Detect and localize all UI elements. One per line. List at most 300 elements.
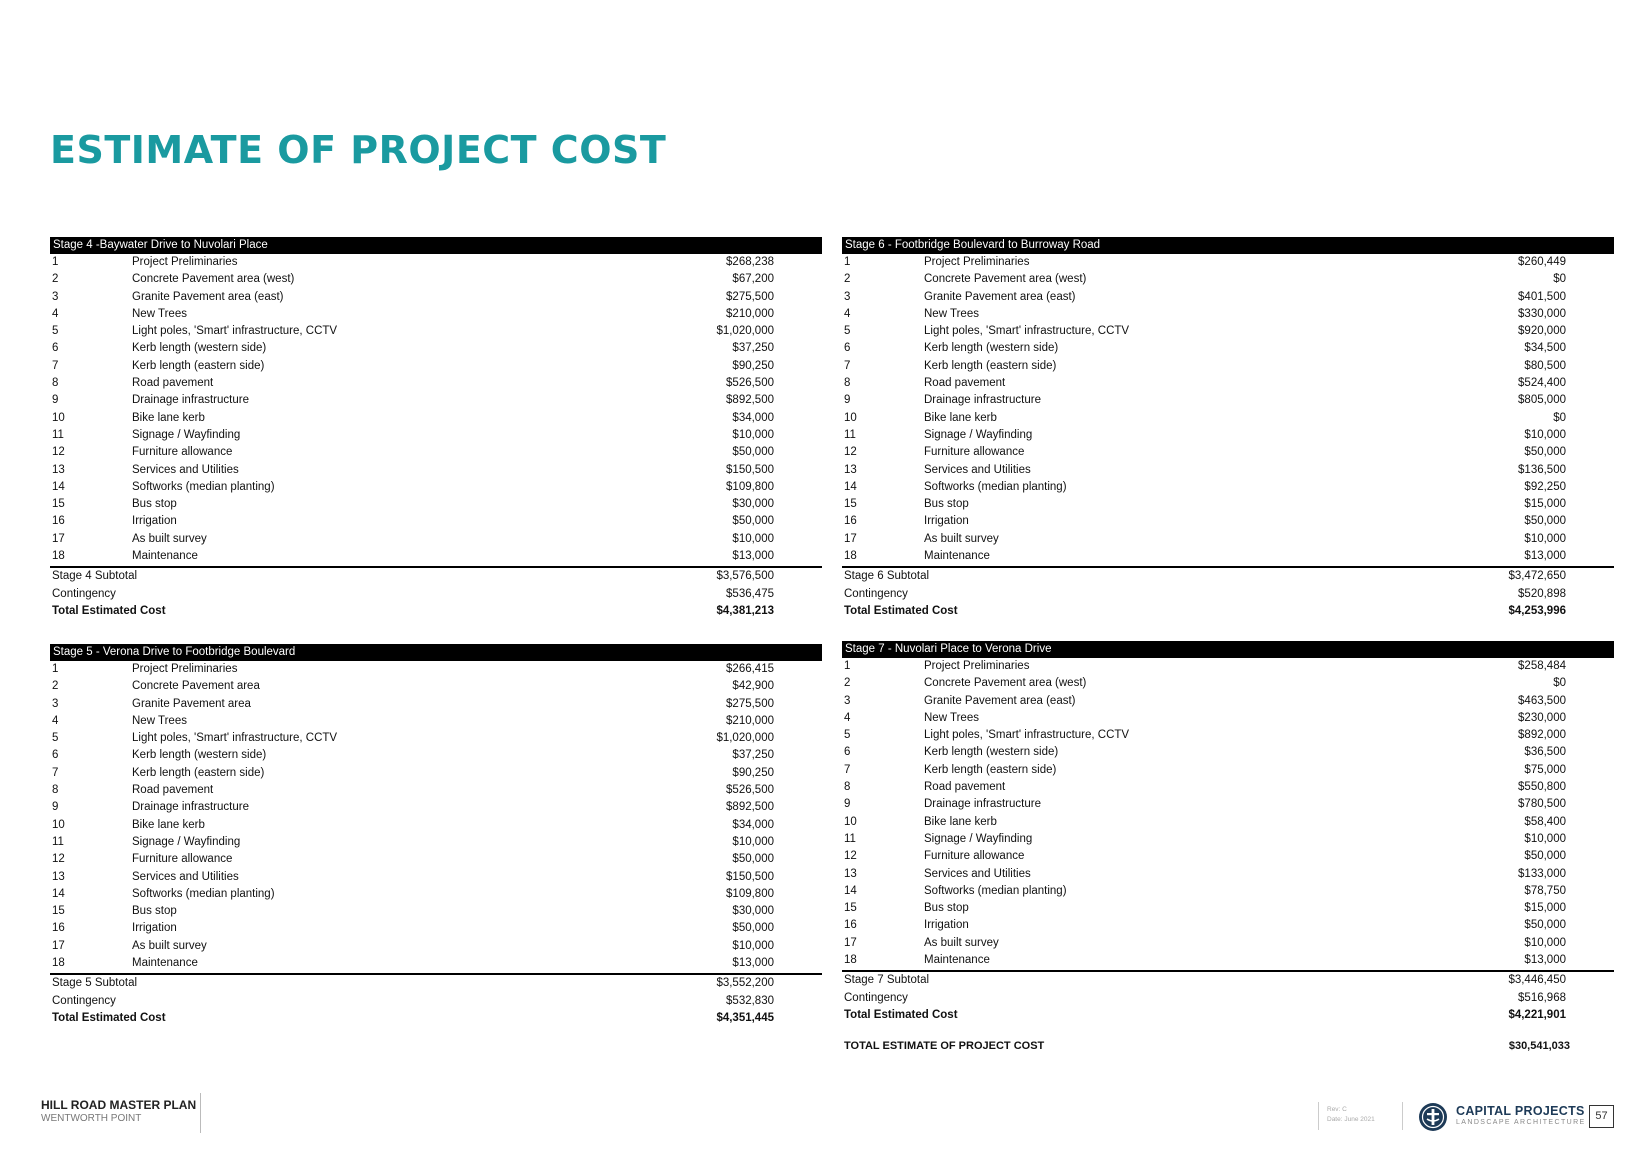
table-row bbox=[842, 779, 1614, 796]
table-row bbox=[842, 271, 1614, 288]
row-number: 6 bbox=[52, 342, 59, 355]
subtotal-row bbox=[50, 975, 822, 993]
row-item: Concrete Pavement area (west) bbox=[924, 273, 1087, 286]
contingency-cost: $536,475 bbox=[726, 587, 774, 600]
row-number: 4 bbox=[52, 714, 59, 727]
row-item: Kerb length (eastern side) bbox=[924, 359, 1057, 372]
row-cost: $15,000 bbox=[1524, 498, 1566, 511]
row-number: 9 bbox=[52, 801, 59, 814]
table-row bbox=[50, 548, 822, 565]
row-number: 14 bbox=[52, 480, 65, 493]
row-item: Softworks (median planting) bbox=[132, 480, 275, 493]
row-number: 18 bbox=[52, 550, 65, 563]
row-cost: $150,500 bbox=[726, 463, 774, 476]
table-row bbox=[50, 306, 822, 323]
stage-header: Stage 7 - Nuvolari Place to Verona Drive bbox=[842, 641, 1614, 658]
row-number: 9 bbox=[844, 798, 851, 811]
row-number: 17 bbox=[844, 936, 857, 949]
row-cost: $42,900 bbox=[732, 680, 774, 693]
row-item: Softworks (median planting) bbox=[924, 884, 1067, 897]
row-number: 10 bbox=[844, 815, 857, 828]
row-number: 18 bbox=[844, 954, 857, 967]
table-row bbox=[50, 271, 822, 288]
row-item: New Trees bbox=[924, 307, 979, 320]
table-row bbox=[842, 952, 1614, 969]
row-item: Bus stop bbox=[132, 498, 177, 511]
row-cost: $260,449 bbox=[1518, 256, 1566, 268]
row-item: Light poles, 'Smart' infrastructure, CCTV bbox=[132, 325, 338, 338]
row-cost: $30,000 bbox=[732, 905, 774, 918]
row-cost: $10,000 bbox=[732, 939, 774, 952]
row-item: Light poles, 'Smart' infrastructure, CCTV bbox=[924, 325, 1130, 338]
table-row bbox=[842, 762, 1614, 779]
row-item: Granite Pavement area (east) bbox=[924, 290, 1076, 303]
page-number: 57 bbox=[1589, 1105, 1614, 1128]
row-cost: $10,000 bbox=[732, 835, 774, 848]
table-row bbox=[50, 323, 822, 340]
row-number: 14 bbox=[844, 884, 857, 897]
table-row bbox=[842, 796, 1614, 813]
row-cost: $133,000 bbox=[1518, 867, 1566, 880]
table-row bbox=[842, 531, 1614, 548]
table-row bbox=[50, 782, 822, 799]
row-number: 2 bbox=[844, 273, 851, 286]
grand-total-row bbox=[844, 1040, 1570, 1058]
contingency-row bbox=[50, 586, 822, 604]
table-row bbox=[842, 358, 1614, 375]
subtotal-cost: $3,446,450 bbox=[1508, 974, 1566, 987]
table-row bbox=[50, 427, 822, 444]
row-number: 1 bbox=[844, 660, 851, 672]
row-cost: $36,500 bbox=[1524, 746, 1566, 759]
row-item: Furniture allowance bbox=[132, 446, 233, 459]
row-number: 7 bbox=[844, 763, 851, 776]
row-item: Bus stop bbox=[132, 905, 177, 918]
row-cost: $268,238 bbox=[726, 256, 774, 268]
row-cost: $34,500 bbox=[1524, 342, 1566, 355]
subtotal-row bbox=[50, 568, 822, 586]
table-row bbox=[50, 254, 822, 271]
total-label: Total Estimated Cost bbox=[52, 605, 166, 618]
row-item: Maintenance bbox=[132, 550, 198, 563]
row-item: Road pavement bbox=[132, 784, 214, 797]
table-row bbox=[842, 254, 1614, 271]
table-row bbox=[50, 817, 822, 834]
brand bbox=[1456, 1104, 1586, 1126]
table-row bbox=[50, 765, 822, 782]
row-number: 4 bbox=[844, 711, 851, 724]
table-row bbox=[842, 866, 1614, 883]
total-cost: $4,221,901 bbox=[1508, 1009, 1566, 1022]
row-cost: $10,000 bbox=[1524, 832, 1566, 845]
row-cost: $67,200 bbox=[732, 273, 774, 286]
table-row bbox=[50, 289, 822, 306]
row-item: Kerb length (western side) bbox=[924, 342, 1059, 355]
row-number: 16 bbox=[844, 919, 857, 932]
row-cost: $526,500 bbox=[726, 784, 774, 797]
row-number: 3 bbox=[52, 697, 59, 710]
table-row bbox=[50, 730, 822, 747]
row-cost: $13,000 bbox=[732, 957, 774, 970]
row-number: 11 bbox=[52, 835, 64, 848]
row-item: Irrigation bbox=[132, 515, 177, 528]
table-row bbox=[842, 427, 1614, 444]
table-row bbox=[842, 883, 1614, 900]
table-row bbox=[50, 851, 822, 868]
row-item: Light poles, 'Smart' infrastructure, CCTV bbox=[132, 732, 338, 745]
table-row bbox=[50, 496, 822, 513]
contingency-cost: $532,830 bbox=[726, 994, 774, 1007]
row-item: Light poles, 'Smart' infrastructure, CCTV bbox=[924, 729, 1130, 742]
row-item: Furniture allowance bbox=[924, 850, 1025, 863]
row-cost: $13,000 bbox=[1524, 550, 1566, 563]
row-number: 13 bbox=[844, 463, 857, 476]
row-item: Kerb length (eastern side) bbox=[132, 766, 265, 779]
row-item: As built survey bbox=[924, 532, 999, 545]
row-number: 9 bbox=[844, 394, 851, 407]
row-number: 16 bbox=[844, 515, 857, 528]
contingency-row bbox=[842, 586, 1614, 604]
footer-divider bbox=[200, 1093, 201, 1133]
table-row bbox=[842, 710, 1614, 727]
row-number: 9 bbox=[52, 394, 59, 407]
row-cost: $37,250 bbox=[732, 749, 774, 762]
row-cost: $90,250 bbox=[732, 359, 774, 372]
row-cost: $892,000 bbox=[1518, 729, 1566, 742]
row-number: 6 bbox=[844, 746, 851, 759]
row-cost: $892,500 bbox=[726, 801, 774, 814]
table-row bbox=[50, 678, 822, 695]
row-number: 7 bbox=[52, 766, 59, 779]
row-item: Concrete Pavement area (west) bbox=[924, 677, 1087, 690]
total-row bbox=[842, 1007, 1614, 1025]
total-label: Total Estimated Cost bbox=[52, 1012, 166, 1025]
row-item: Irrigation bbox=[924, 515, 969, 528]
stage-rows bbox=[50, 661, 822, 972]
stage-4-table bbox=[50, 237, 822, 621]
stage-summary bbox=[842, 972, 1614, 1025]
stage-header: Stage 4 -Baywater Drive to Nuvolari Place bbox=[50, 237, 822, 254]
total-row bbox=[50, 1010, 822, 1028]
subtotal-label: Stage 7 Subtotal bbox=[844, 974, 930, 987]
row-number: 10 bbox=[52, 411, 65, 424]
row-number: 10 bbox=[844, 411, 857, 424]
row-number: 15 bbox=[52, 905, 65, 918]
footer-subtitle: WENTWORTH POINT bbox=[41, 1113, 142, 1124]
footer-divider bbox=[1318, 1102, 1319, 1130]
subtotal-label: Stage 4 Subtotal bbox=[52, 570, 138, 583]
row-number: 7 bbox=[844, 359, 851, 372]
row-number: 1 bbox=[844, 256, 851, 268]
table-row bbox=[842, 935, 1614, 952]
row-number: 6 bbox=[844, 342, 851, 355]
stage-rows bbox=[50, 254, 822, 565]
row-item: Drainage infrastructure bbox=[132, 394, 249, 407]
row-number: 6 bbox=[52, 749, 59, 762]
total-label: Total Estimated Cost bbox=[844, 605, 958, 618]
stage-rows bbox=[842, 254, 1614, 565]
table-row bbox=[50, 955, 822, 972]
row-item: As built survey bbox=[132, 939, 207, 952]
row-cost: $10,000 bbox=[1524, 428, 1566, 441]
row-cost: $258,484 bbox=[1518, 660, 1566, 672]
table-row bbox=[842, 289, 1614, 306]
row-number: 2 bbox=[52, 680, 59, 693]
row-number: 16 bbox=[52, 922, 65, 935]
row-cost: $524,400 bbox=[1518, 377, 1566, 390]
table-row bbox=[842, 375, 1614, 392]
row-number: 12 bbox=[844, 446, 857, 459]
row-cost: $401,500 bbox=[1518, 290, 1566, 303]
row-number: 8 bbox=[844, 781, 851, 794]
row-number: 18 bbox=[844, 550, 857, 563]
row-item: New Trees bbox=[924, 711, 979, 724]
footer-divider bbox=[1402, 1102, 1403, 1130]
row-cost: $13,000 bbox=[732, 550, 774, 563]
table-row bbox=[50, 903, 822, 920]
table-row bbox=[842, 814, 1614, 831]
row-item: Road pavement bbox=[924, 377, 1006, 390]
subtotal-cost: $3,576,500 bbox=[716, 570, 774, 583]
row-cost: $109,800 bbox=[726, 887, 774, 900]
row-number: 14 bbox=[52, 887, 65, 900]
row-number: 5 bbox=[844, 325, 851, 338]
row-cost: $10,000 bbox=[1524, 532, 1566, 545]
row-cost: $50,000 bbox=[732, 446, 774, 459]
table-row bbox=[50, 886, 822, 903]
row-cost: $10,000 bbox=[1524, 936, 1566, 949]
stage-6-table bbox=[842, 237, 1614, 621]
row-cost: $463,500 bbox=[1518, 694, 1566, 707]
stage-header: Stage 5 - Verona Drive to Footbridge Boulevard bbox=[50, 644, 822, 661]
row-item: Project Preliminaries bbox=[924, 256, 1030, 268]
footer-document-title bbox=[41, 1098, 196, 1124]
table-row bbox=[842, 693, 1614, 710]
row-cost: $50,000 bbox=[1524, 446, 1566, 459]
contingency-row bbox=[842, 990, 1614, 1008]
row-number: 12 bbox=[52, 853, 65, 866]
row-item: Kerb length (western side) bbox=[132, 342, 267, 355]
row-number: 18 bbox=[52, 957, 65, 970]
total-cost: $4,381,213 bbox=[716, 605, 774, 618]
row-item: Signage / Wayfinding bbox=[132, 835, 241, 848]
row-item: Services and Utilities bbox=[924, 867, 1031, 880]
table-row bbox=[50, 531, 822, 548]
table-row bbox=[842, 513, 1614, 530]
table-row bbox=[842, 340, 1614, 357]
row-cost: $34,000 bbox=[732, 411, 774, 424]
row-number: 17 bbox=[52, 532, 65, 545]
row-item: Irrigation bbox=[924, 919, 969, 932]
total-row bbox=[842, 603, 1614, 621]
table-row bbox=[842, 392, 1614, 409]
row-cost: $0 bbox=[1553, 677, 1566, 690]
row-number: 16 bbox=[52, 515, 65, 528]
row-cost: $75,000 bbox=[1524, 763, 1566, 776]
row-cost: $37,250 bbox=[732, 342, 774, 355]
stage-summary bbox=[50, 975, 822, 1028]
subtotal-cost: $3,472,650 bbox=[1508, 570, 1566, 583]
subtotal-cost: $3,552,200 bbox=[716, 977, 774, 990]
row-number: 8 bbox=[52, 377, 59, 390]
table-row bbox=[842, 548, 1614, 565]
row-cost: $50,000 bbox=[1524, 515, 1566, 528]
row-cost: $50,000 bbox=[732, 922, 774, 935]
row-cost: $50,000 bbox=[732, 515, 774, 528]
table-row bbox=[842, 831, 1614, 848]
stage-summary bbox=[50, 568, 822, 621]
total-cost: $4,351,445 bbox=[716, 1012, 774, 1025]
stage-5-table bbox=[50, 644, 822, 1028]
row-item: Road pavement bbox=[132, 377, 214, 390]
row-item: Bike lane kerb bbox=[924, 815, 997, 828]
row-number: 11 bbox=[844, 428, 856, 441]
table-row bbox=[50, 661, 822, 678]
row-cost: $50,000 bbox=[1524, 919, 1566, 932]
row-cost: $920,000 bbox=[1518, 325, 1566, 338]
row-item: Project Preliminaries bbox=[132, 256, 238, 268]
table-row bbox=[50, 358, 822, 375]
contingency-cost: $516,968 bbox=[1518, 991, 1566, 1004]
row-cost: $275,500 bbox=[726, 697, 774, 710]
row-item: Concrete Pavement area bbox=[132, 680, 260, 693]
row-item: Services and Utilities bbox=[132, 463, 239, 476]
row-number: 4 bbox=[52, 307, 59, 320]
date-label: Date: June 2021 bbox=[1327, 1116, 1375, 1123]
table-row bbox=[842, 323, 1614, 340]
row-cost: $34,000 bbox=[732, 818, 774, 831]
row-cost: $136,500 bbox=[1518, 463, 1566, 476]
row-cost: $805,000 bbox=[1518, 394, 1566, 407]
row-number: 13 bbox=[844, 867, 857, 880]
table-row bbox=[50, 392, 822, 409]
table-row bbox=[50, 747, 822, 764]
table-row bbox=[50, 479, 822, 496]
row-item: New Trees bbox=[132, 307, 187, 320]
row-cost: $15,000 bbox=[1524, 902, 1566, 915]
row-item: Granite Pavement area (east) bbox=[924, 694, 1076, 707]
row-cost: $90,250 bbox=[732, 766, 774, 779]
row-cost: $210,000 bbox=[726, 714, 774, 727]
table-row bbox=[842, 462, 1614, 479]
stage-summary bbox=[842, 568, 1614, 621]
grand-total-label: TOTAL ESTIMATE OF PROJECT COST bbox=[844, 1040, 1045, 1052]
row-cost: $50,000 bbox=[1524, 850, 1566, 863]
row-cost: $30,000 bbox=[732, 498, 774, 511]
row-item: Furniture allowance bbox=[132, 853, 233, 866]
table-row bbox=[842, 675, 1614, 692]
row-item: Drainage infrastructure bbox=[924, 394, 1041, 407]
row-item: Project Preliminaries bbox=[132, 663, 238, 675]
row-cost: $0 bbox=[1553, 273, 1566, 286]
table-row bbox=[842, 744, 1614, 761]
row-number: 4 bbox=[844, 307, 851, 320]
subtotal-label: Stage 5 Subtotal bbox=[52, 977, 138, 990]
row-item: Bus stop bbox=[924, 902, 969, 915]
row-cost: $0 bbox=[1553, 411, 1566, 424]
row-cost: $230,000 bbox=[1518, 711, 1566, 724]
row-item: Services and Utilities bbox=[132, 870, 239, 883]
row-number: 15 bbox=[844, 902, 857, 915]
row-cost: $13,000 bbox=[1524, 954, 1566, 967]
row-cost: $150,500 bbox=[726, 870, 774, 883]
row-number: 14 bbox=[844, 480, 857, 493]
contingency-row bbox=[50, 993, 822, 1011]
table-row bbox=[50, 799, 822, 816]
row-item: Furniture allowance bbox=[924, 446, 1025, 459]
table-row bbox=[50, 375, 822, 392]
table-row bbox=[842, 848, 1614, 865]
row-number: 10 bbox=[52, 818, 65, 831]
contingency-cost: $520,898 bbox=[1518, 587, 1566, 600]
row-number: 15 bbox=[52, 498, 65, 511]
row-item: As built survey bbox=[924, 936, 999, 949]
row-cost: $550,800 bbox=[1518, 781, 1566, 794]
row-item: Kerb length (western side) bbox=[132, 749, 267, 762]
subtotal-row bbox=[842, 972, 1614, 990]
table-row bbox=[50, 462, 822, 479]
table-row bbox=[842, 306, 1614, 323]
total-label: Total Estimated Cost bbox=[844, 1009, 958, 1022]
row-item: Softworks (median planting) bbox=[132, 887, 275, 900]
row-cost: $80,500 bbox=[1524, 359, 1566, 372]
row-item: Maintenance bbox=[132, 957, 198, 970]
revision-label: Rev: C bbox=[1327, 1106, 1347, 1113]
row-cost: $780,500 bbox=[1518, 798, 1566, 811]
row-item: Concrete Pavement area (west) bbox=[132, 273, 295, 286]
row-cost: $10,000 bbox=[732, 428, 774, 441]
row-item: Signage / Wayfinding bbox=[924, 832, 1033, 845]
contingency-label: Contingency bbox=[844, 991, 908, 1004]
table-row bbox=[50, 340, 822, 357]
row-item: Kerb length (eastern side) bbox=[132, 359, 265, 372]
row-number: 7 bbox=[52, 359, 59, 372]
row-number: 12 bbox=[844, 850, 857, 863]
table-row bbox=[50, 938, 822, 955]
table-row bbox=[842, 410, 1614, 427]
row-item: New Trees bbox=[132, 714, 187, 727]
row-number: 15 bbox=[844, 498, 857, 511]
row-number: 2 bbox=[52, 273, 59, 286]
row-cost: $58,400 bbox=[1524, 815, 1566, 828]
brand-name: CAPITAL PROJECTS bbox=[1456, 1104, 1585, 1118]
row-item: Drainage infrastructure bbox=[132, 801, 249, 814]
row-cost: $1,020,000 bbox=[716, 732, 774, 745]
stage-rows bbox=[842, 658, 1614, 969]
grand-total-cost: $30,541,033 bbox=[1508, 1040, 1570, 1052]
row-number: 17 bbox=[52, 939, 65, 952]
row-item: Kerb length (eastern side) bbox=[924, 763, 1057, 776]
row-cost: $78,750 bbox=[1524, 884, 1566, 897]
row-item: Signage / Wayfinding bbox=[132, 428, 241, 441]
capital-projects-logo-icon bbox=[1418, 1102, 1448, 1132]
table-row bbox=[842, 727, 1614, 744]
row-item: Drainage infrastructure bbox=[924, 798, 1041, 811]
row-item: Maintenance bbox=[924, 550, 990, 563]
subtotal-row bbox=[842, 568, 1614, 586]
contingency-label: Contingency bbox=[844, 587, 908, 600]
row-item: Granite Pavement area (east) bbox=[132, 290, 284, 303]
row-item: Road pavement bbox=[924, 781, 1006, 794]
row-number: 8 bbox=[844, 377, 851, 390]
table-row bbox=[842, 917, 1614, 934]
subtotal-label: Stage 6 Subtotal bbox=[844, 570, 930, 583]
row-cost: $1,020,000 bbox=[716, 325, 774, 338]
footer-title: HILL ROAD MASTER PLAN bbox=[41, 1098, 197, 1112]
row-number: 3 bbox=[844, 694, 851, 707]
row-number: 5 bbox=[844, 729, 851, 742]
row-cost: $275,500 bbox=[726, 290, 774, 303]
